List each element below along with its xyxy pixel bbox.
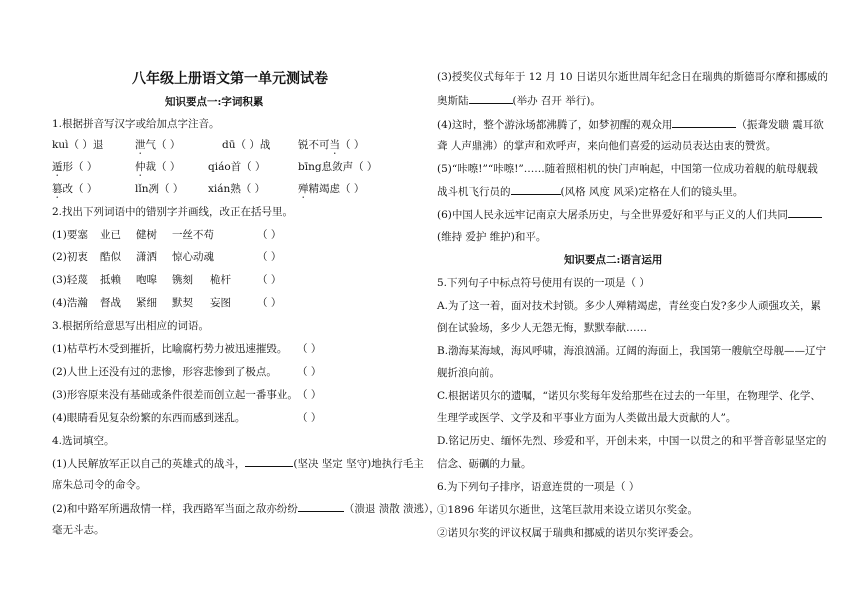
q2-word: 潇洒 xyxy=(136,251,157,263)
q5-option-b-line1: B.渤海某海域，海风呼啸，海浪汹涌。辽阔的海面上，我国第一艘航空母舰——辽宁 xyxy=(437,345,827,357)
q4-s2-line1: (2)和中路军所遇敌情一样，我西路军当面之敌亦纷纷 （溃退 溃散 溃逃）， xyxy=(52,503,440,515)
q5-stem: 5.下列句子中标点符号使用有误的一项是（ ） xyxy=(437,277,650,289)
q4-s5-line1: (5)“咔嚓!”“咔嚓!”……随着照相机的快门声响起，中国第一位成功着舰的航母舰载 xyxy=(437,163,818,175)
q3-answer-paren: （ ） xyxy=(297,366,322,378)
q2-word: 默契 xyxy=(172,297,193,309)
q2-row-label: (4)浩瀚 xyxy=(52,297,88,309)
q2-row-label: (2)初衷 xyxy=(52,251,88,263)
q6-item-1: ①1896 年诺贝尔逝世，这笔巨款用来设立诺贝尔奖金。 xyxy=(437,504,699,516)
q2-word: 妄图 xyxy=(210,297,231,309)
q2-row-4 xyxy=(52,297,422,311)
q4-s4-line2: 聋 人声鼎沸）的掌声和欢呼声，来向他们喜爱的运动员表达由衷的赞赏。 xyxy=(437,140,777,152)
q2-row-2 xyxy=(52,251,422,265)
q1-item: lǐn冽（ ） xyxy=(135,183,184,195)
q3-item-2 xyxy=(52,366,422,380)
q2-word: 紧细 xyxy=(136,297,157,309)
answer-blank[interactable] xyxy=(511,185,561,195)
q2-word: 业已 xyxy=(100,229,121,241)
q4-s3-line1: (3)授奖仪式每年于 12 月 10 日诺贝尔逝世周年纪念日在瑞典的斯德哥尔摩和挪威的 xyxy=(437,71,828,83)
q3-item-3 xyxy=(52,389,422,403)
q2-row-label: (1)要塞 xyxy=(52,229,88,241)
q6-item-number: ① xyxy=(437,504,448,516)
q2-answer-paren: （ ） xyxy=(257,229,282,241)
q1-row-1 xyxy=(52,139,422,153)
q4-s1-line1: (1)人民解放军正以自己的英雄式的战斗， (坚决 坚定 坚守)地执行毛主 xyxy=(52,458,424,470)
q4-s4-line1: (4)这时，整个游泳场都沸腾了，如梦初醒的观众用 （振聋发聩 震耳欲 xyxy=(437,119,824,131)
q5-option-a-line2: 倒在试验场，多少人无怨无悔，默默奉献…… xyxy=(437,322,647,334)
q2-word: 酷似 xyxy=(100,251,121,263)
q5-option-b-line2: 舰折浪向前。 xyxy=(437,367,500,379)
q3-item-text: (4)眼睛看见复杂纷繁的东西而感到迷乱。 xyxy=(52,412,246,424)
q4-s5-line2: 战斗机飞行员的 (风格 风度 风采)定格在人们的镜头里。 xyxy=(437,186,744,198)
q6-stem: 6.为下列句子排序，语意连贯的一项是（ ） xyxy=(437,481,640,493)
q2-word: 镌刻 xyxy=(172,274,193,286)
q4-s2-line2: 毫无斗志。 xyxy=(52,524,105,536)
q1-item: bīng息敛声（ ） xyxy=(298,161,378,173)
q2-row-3 xyxy=(52,274,422,288)
q5-option-c-line1: C.根据诺贝尔的遗嘱，“诺贝尔奖每年发给那些在过去的一年里，在物理学、化学、 xyxy=(437,390,821,402)
q1-item: kuì（ ）退 xyxy=(52,139,104,151)
page-title: 八年级上册语文第一单元测试卷 xyxy=(132,71,328,87)
q2-answer-paren: （ ） xyxy=(257,251,282,263)
q2-answer-paren: （ ） xyxy=(257,274,282,286)
q1-row-2 xyxy=(52,161,422,175)
q2-answer-paren: （ ） xyxy=(257,297,282,309)
q3-answer-paren: （ ） xyxy=(297,343,322,355)
q2-word: 健树 xyxy=(136,229,157,241)
q5-option-d-line1: D.铭记历史、缅怀先烈、珍爱和平，开创未来，中国一以贯之的和平誉音彰显坚定的 xyxy=(437,435,827,447)
q5-option-a-line1: A.为了这一着，面对技术封锁。多少人殚精竭虑，青丝变白发?多少人顽强攻关，累 xyxy=(437,300,822,312)
q3-stem: 3.根据所给意思写出相应的词语。 xyxy=(52,320,210,332)
q2-word: 一丝不苟 xyxy=(172,229,214,241)
q1-item: xián熟（ ） xyxy=(208,183,266,195)
answer-blank[interactable] xyxy=(298,502,344,512)
q2-stem: 2.找出下列词语中的错别字并画线，改正在括号里。 xyxy=(52,206,294,218)
q3-item-text: (2)人世上还没有过的悲惨，形容悲惨到了极点。 xyxy=(52,366,277,378)
q3-item-text: (1)枯草朽木受到摧折，比喻腐朽势力被迅速摧毁。 xyxy=(52,343,288,355)
q1-row-3 xyxy=(52,183,422,197)
q1-item: 殚精竭虑（ ） xyxy=(298,183,365,195)
q3-answer-paren: （ ） xyxy=(297,389,322,401)
q4-s6-line1: (6)中国人民永远牢记南京大屠杀历史，与全世界爱好和平与正义的人们共同 xyxy=(437,208,822,222)
q5-option-d-line2: 信念、砺礪的力量。 xyxy=(437,458,532,470)
q1-item: 泄气（ ） xyxy=(135,139,181,151)
q2-row-label: (3)轻蔑 xyxy=(52,274,88,286)
q2-word: 督战 xyxy=(100,297,121,309)
q3-item-text: (3)形容原来没有基础或条件很差而创立起一番事业。 xyxy=(52,389,298,401)
q4-stem: 4.选词填空。 xyxy=(52,435,115,447)
q4-s3-line2: 奥斯陆 (举办 召开 举行)。 xyxy=(437,95,601,107)
q5-option-c-line2: 生理学或医学、文学及和平事业方面为人类做出最大贡献的人”。 xyxy=(437,412,737,424)
q2-word: 惊心动魂 xyxy=(172,251,214,263)
q2-word: 桅杆 xyxy=(210,274,231,286)
q3-answer-paren: （ ） xyxy=(297,412,322,424)
q4-s6-line2: (维持 爱护 维护)和平。 xyxy=(437,231,547,243)
q1-item: qiáo首（ ） xyxy=(208,161,266,173)
q1-item: 篡改（ ） xyxy=(52,183,98,195)
q1-item: 仲裁（ ） xyxy=(135,161,181,173)
q4-s1-line2: 席朱总司令的命令。 xyxy=(52,479,147,491)
q6-item-number: ② xyxy=(437,527,448,539)
q3-item-1 xyxy=(52,343,422,357)
q2-word: 抵赖 xyxy=(100,274,121,286)
answer-blank[interactable] xyxy=(672,118,736,128)
section-1-heading: 知识要点一:字词积累 xyxy=(165,96,264,108)
answer-blank[interactable] xyxy=(469,94,513,104)
section-2-heading: 知识要点二:语言运用 xyxy=(564,254,663,266)
q1-stem: 1.根据拼音写汉字或给加点字注音。 xyxy=(52,118,220,130)
q6-item-2: ②诺贝尔奖的评议权属于瑞典和挪威的诺贝尔奖评委会。 xyxy=(437,527,700,539)
q2-row-1 xyxy=(52,229,422,243)
q3-item-4 xyxy=(52,412,422,426)
answer-blank[interactable] xyxy=(245,457,293,467)
q1-item: 遁形（ ） xyxy=(52,161,98,173)
q2-word: 咆嗥 xyxy=(136,274,157,286)
answer-blank[interactable] xyxy=(788,208,822,218)
q1-item: 锐不可当（ ） xyxy=(298,139,365,151)
q1-item: dū（ ）战 xyxy=(222,139,271,151)
